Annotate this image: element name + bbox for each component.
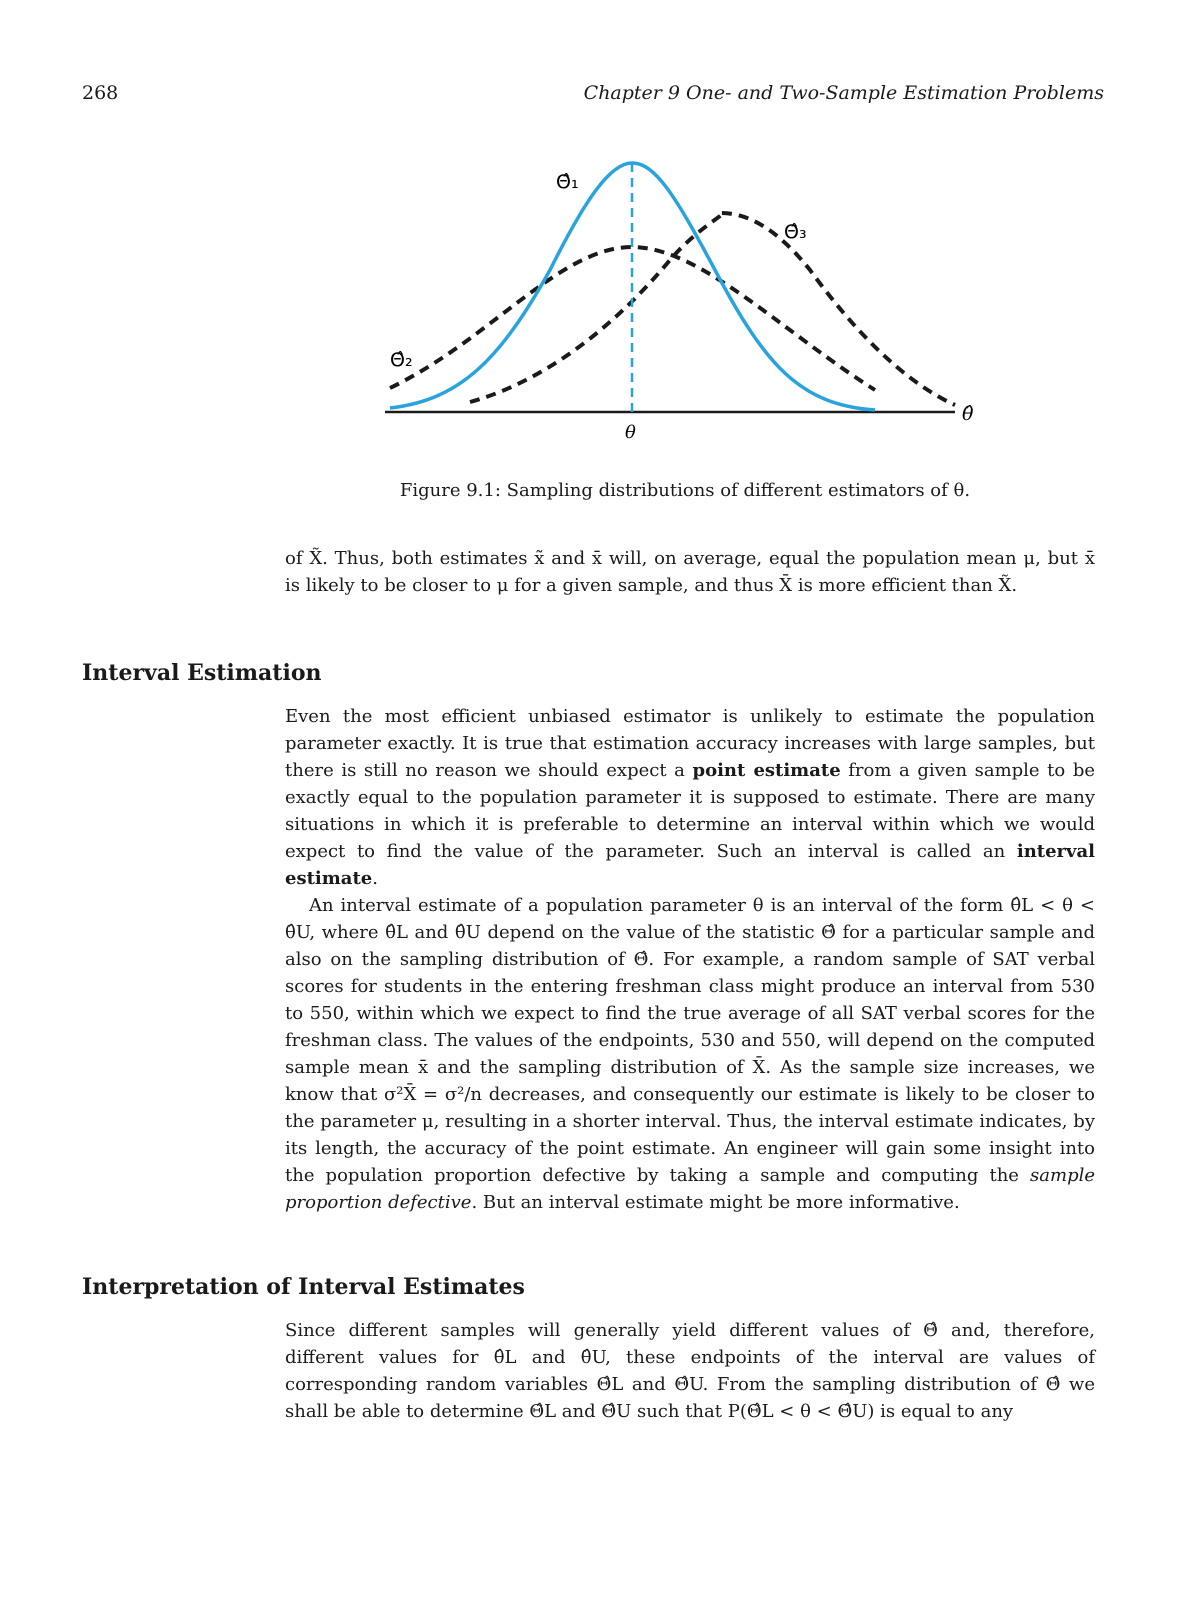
- intro-paragraph: [285, 545, 1095, 599]
- theta3-label: Θ̂₃: [784, 221, 807, 243]
- bold-term-interval-estimate: interval estimate: [285, 841, 1095, 889]
- section1-paragraph-2: [285, 892, 1095, 1216]
- intro-text: of X̃. Thus, both estimates x̃ and x̄ will, on average, equal the population mean μ, but x̄ is likely to be closer to μ for a given sample, and thus X̄ is more efficient than X̃.: [285, 548, 1095, 596]
- chapter-title: Chapter 9 One- and Two-Sample Estimation Problems: [583, 82, 1104, 104]
- section2-paragraph-1: Since different samples will generally yield different values of Θ̂ and, therefore, different values for θ̂L and θ̂U, these endpoints of the interval are values of corresponding random variables Θ̂L and Θ̂U. From the sampling distribution of Θ̂ we shall be able to determine Θ̂L and Θ̂U such that P(Θ̂L < θ < Θ̂U) is equal to any: [285, 1320, 1095, 1422]
- section1-body: [285, 703, 1095, 1216]
- section-heading-interval-estimation: Interval Estimation: [82, 660, 322, 686]
- italic-term: sample proportion defective: [285, 1165, 1095, 1213]
- sampling-distributions-figure: [370, 140, 1000, 460]
- section-heading-interpretation: Interpretation of Interval Estimates: [82, 1274, 525, 1300]
- text-run: Even the most efficient unbiased estimator is unlikely to estimate the population parameter exactly. It is true that estimation accuracy increases with large samples, but there is still no reason we should expect a: [285, 706, 1095, 781]
- section2-body: [285, 1317, 1095, 1425]
- theta1-label: Θ̂₁: [556, 171, 579, 193]
- page-number: 268: [82, 82, 119, 104]
- bold-term-point-estimate: point estimate: [692, 760, 841, 781]
- text-run: .: [372, 868, 378, 889]
- text-run: from a given sample to be exactly equal to the population parameter it is supposed to estimate. There are many situations in which it is preferable to determine an interval within which we would expect to find the value of the parameter. Such an interval is called an: [285, 760, 1096, 862]
- theta2-label: Θ̂₂: [390, 349, 413, 371]
- text-run: . But an interval estimate might be more informative.: [471, 1192, 960, 1213]
- theta-hat-axis-label: θ̂: [962, 403, 974, 425]
- theta3-curve: [470, 213, 955, 405]
- theta-axis-label: θ: [625, 422, 636, 443]
- section1-paragraph-1: [285, 703, 1095, 892]
- figure-caption: Figure 9.1: Sampling distributions of different estimators of θ.: [399, 480, 971, 501]
- text-run: An interval estimate of a population parameter θ is an interval of the form θ̂L < θ < θ̂U, where θ̂L and θ̂U depend on the value of the statistic Θ̂ for a particular sample and also on the sampling distribution of Θ̂. For example, a random sample of SAT verbal scores for students in the entering freshman class might produce an interval from 530 to 550, within which we expect to find the true average of all SAT verbal scores for the freshman class. The values of the endpoints, 530 and 550, will depend on the computed sample mean x̄ and the sampling distribution of X̄. As the sample size increases, we know that σ²X̄ = σ²/n decreases, and consequently our estimate is likely to be closer to the parameter μ, resulting in a shorter interval. Thus, the interval estimate indicates, by its length, the accuracy of the point estimate. An engineer will gain some insight into the population proportion defective by taking a sample and computing the: [285, 895, 1095, 1186]
